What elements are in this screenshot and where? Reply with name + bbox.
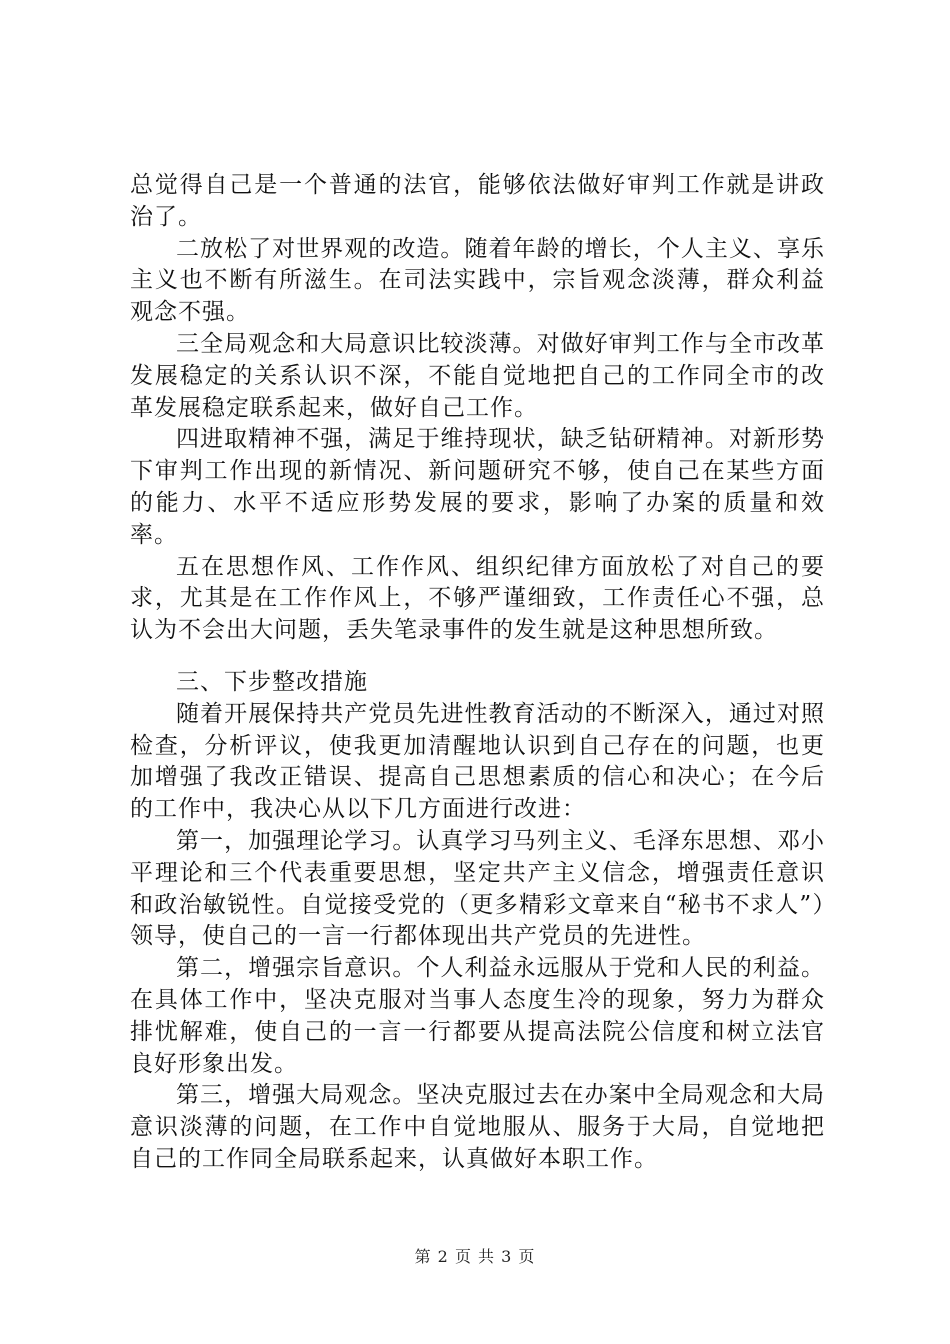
measure-third-paragraph: 第三，增强大局观念。坚决克服过去在办案中全局观念和大局意识淡薄的问题，在工作中自觉地服从、服务于大局，自觉地把自己的工作同全局联系起来，认真做好本职工作。 (130, 1082, 825, 1172)
document-body (130, 170, 825, 1176)
section-intro-paragraph: 随着开展保持共产党员先进性教育活动的不断深入，通过对照检查，分析评议，使我更加清醒地认识到自己存在的问题，也更加增强了我改正错误、提高自己思想素质的信心和决心；在今后的工作中，我决心从以下几方面进行改进： (130, 700, 825, 823)
paragraph-item-4: 四进取精神不强，满足于维持现状，缺乏钻研精神。对新形势下审判工作出现的新情况、新问题研究不够，使自己在某些方面的能力、水平不适应形势发展的要求，影响了办案的质量和效率。 (130, 426, 825, 548)
paragraph-item-2: 二放松了对世界观的改造。随着年龄的增长，个人主义、享乐主义也不断有所滋生。在司法实践中，宗旨观念淡薄，群众利益观念不强。 (130, 235, 825, 326)
paragraph-continuation: 总觉得自己是一个普通的法官，能够依法做好审判工作就是讲政治了。 (130, 172, 825, 230)
page-number-footer: 第 2 页 共 3 页 (414, 1247, 536, 1266)
paragraph-item-3: 三全局观念和大局意识比较淡薄。对做好审判工作与全市改革发展稳定的关系认识不深，不能自觉地把自己的工作同全市的改革发展稳定联系起来，做好自己工作。 (130, 330, 825, 421)
measure-first-paragraph: 第一，加强理论学习。认真学习马列主义、毛泽东思想、邓小平理论和三个代表重要思想，坚定共产主义信念，增强责任意识和政治敏锐性。自觉接受党的（更多精彩文章来自“秘书不求人”）领导，使自己的一言一行都体现出共产党员的先进性。 (130, 827, 825, 950)
measure-second-paragraph: 第二，增强宗旨意识。个人利益永远服从于党和人民的利益。在具体工作中，坚决克服对当事人态度生冷的现象，努力为群众排忧解难，使自己的一言一行都要从提高法院公信度和树立法官良好形象出发。 (130, 955, 825, 1077)
section-heading: 三、下步整改措施 (176, 668, 368, 695)
paragraph-item-5: 五在思想作风、工作作风、组织纪律方面放松了对自己的要求，尤其是在工作作风上，不够严谨细致，工作责任心不强，总认为不会出大问题，丢失笔录事件的发生就是这种思想所致。 (130, 553, 825, 644)
